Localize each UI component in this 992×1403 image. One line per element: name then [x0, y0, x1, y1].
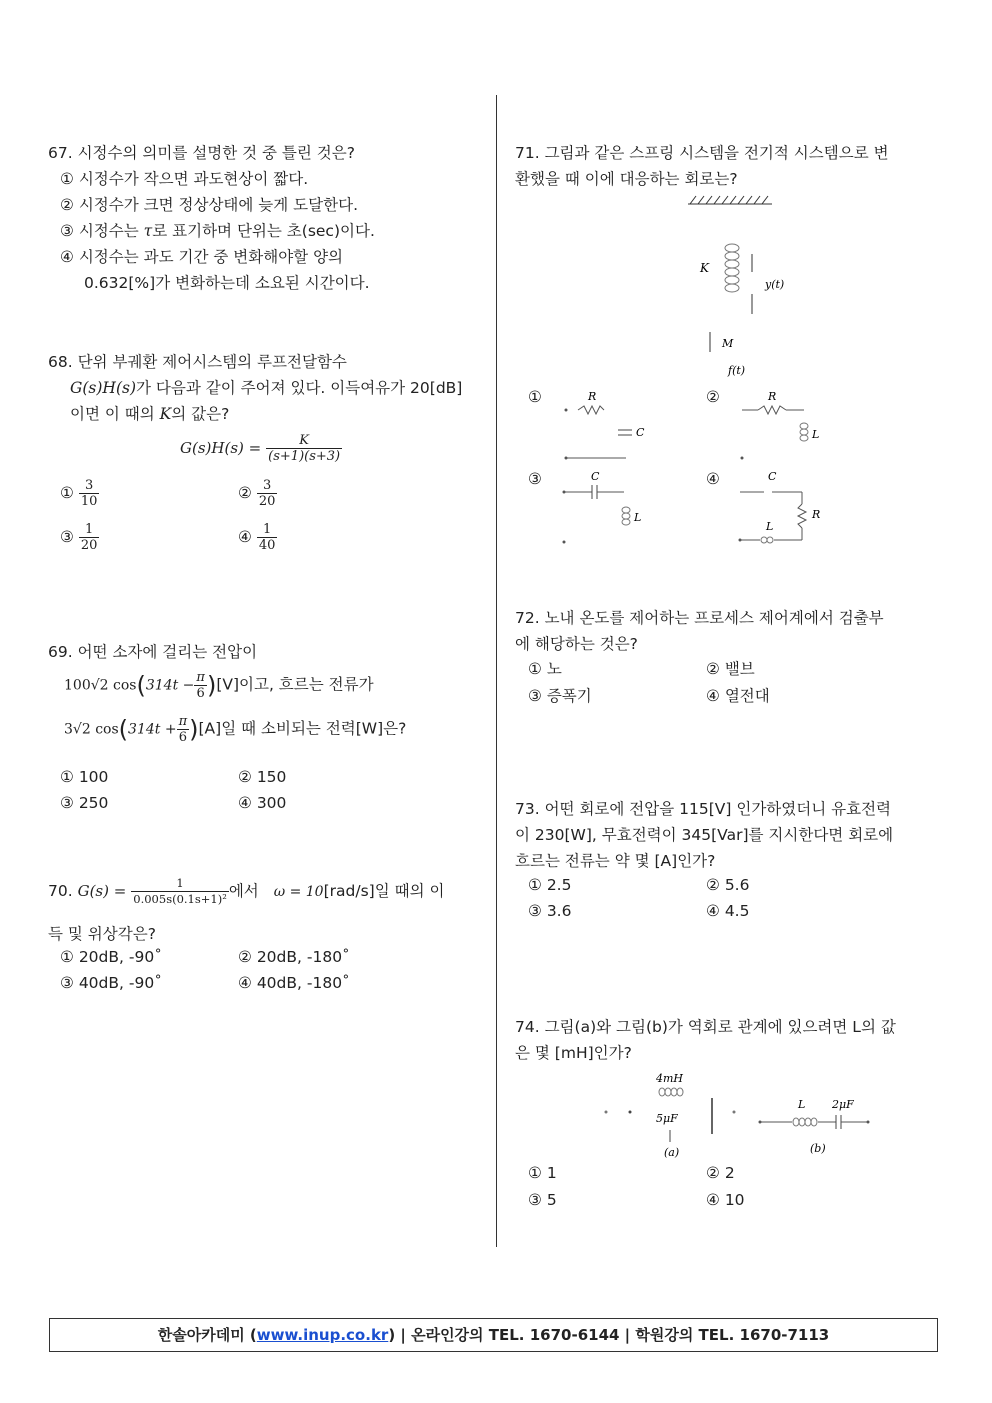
question-72-option-4: ④ 열전대	[706, 687, 770, 705]
svg-text:f(t): f(t)	[728, 364, 746, 377]
footer-academy-name: 한솔아카데미 (	[157, 1326, 257, 1344]
question-67-option-1: ① 시정수가 작으면 과도현상이 짧다.	[60, 170, 309, 188]
svg-text:R: R	[768, 390, 777, 403]
question-74-option-4: ④ 10	[706, 1191, 745, 1209]
question-68-option-3: ③ $\frac{1}{20}$	[60, 522, 98, 553]
question-68-formula: G(s)H(s) = $\frac{K}{(s+1)(s+3)}$	[180, 433, 341, 464]
svg-text:K: K	[700, 261, 709, 275]
question-73-stem: 73. 어떤 회로에 전압을 115[V] 인가하였더니 유효전력	[515, 800, 892, 818]
question-74-option-3: ③ 5	[528, 1191, 557, 1209]
svg-text:R: R	[812, 508, 821, 521]
question-68: 68. 단위 부궤환 제어시스템의 루프전달함수 G(s)H(s)가 다음과 같이 주어져 있다. 이득여유가 20[dB] 이면 이 때의 K의 값은?	[48, 349, 462, 427]
svg-text:5μF: 5μF	[656, 1112, 678, 1125]
svg-text:M: M	[722, 337, 734, 350]
svg-text:C: C	[768, 470, 777, 483]
question-70-option-4: ④ 40dB, -180˚	[238, 974, 350, 992]
question-72-option-2: ② 밸브	[706, 660, 755, 678]
question-69-option-1: ① 100	[60, 768, 109, 786]
question-71-option-2: ②	[706, 388, 720, 406]
question-67-option-4: ④ 시정수는 과도 기간 중 변화해야할 양의	[60, 248, 344, 266]
question-74-option-2: ② 2	[706, 1164, 735, 1182]
question-67-option-2: ② 시정수가 크면 정상상태에 늦게 도달한다.	[60, 196, 358, 214]
question-71-stem: 71. 그림과 같은 스프링 시스템을 전기적 시스템으로 변	[515, 144, 889, 162]
svg-text:y(t): y(t)	[765, 278, 785, 291]
question-72-option-3: ③ 증폭기	[528, 687, 592, 705]
circuit-option-2	[738, 386, 838, 466]
page-footer	[49, 1318, 938, 1352]
question-71-option-1: ①	[528, 388, 542, 406]
question-68-stem: 68. 단위 부궤환 제어시스템의 루프전달함수	[48, 353, 347, 371]
question-69-stem: 69. 어떤 소자에 걸리는 전압이	[48, 643, 258, 661]
question-72-stem: 72. 노내 온도를 제어하는 프로세스 제어계에서 검출부	[515, 609, 884, 627]
inverse-circuit-diagram	[600, 1068, 880, 1160]
column-divider	[496, 95, 497, 1247]
circuit-option-1	[558, 386, 658, 466]
question-71: 71. 그림과 같은 스프링 시스템을 전기적 시스템으로 변 환했을 때 이에 대응하는 회로는?	[515, 140, 889, 192]
question-70-stem-cont: 득 및 위상각은?	[48, 925, 156, 943]
question-73-option-2: ② 5.6	[706, 876, 750, 894]
question-68-option-2: ② $\frac{3}{20}$	[238, 478, 276, 509]
question-68-option-4: ④ $\frac{1}{40}$	[238, 522, 276, 553]
svg-text:4mH: 4mH	[656, 1072, 684, 1085]
question-71-option-4: ④	[706, 470, 720, 488]
question-74-stem: 74. 그림(a)와 그림(b)가 역회로 관계에 있으려면 L의 값	[515, 1018, 896, 1036]
question-73-option-4: ④ 4.5	[706, 902, 750, 920]
question-67	[48, 140, 375, 296]
question-69-option-3: ③ 250	[60, 794, 109, 812]
question-74: 74. 그림(a)와 그림(b)가 역회로 관계에 있으려면 L의 값 은 몇 [mH]인가?	[515, 1014, 896, 1066]
circuit-option-4	[736, 466, 836, 550]
question-70-option-3: ③ 40dB, -90˚	[60, 974, 162, 992]
spring-mass-diagram	[680, 192, 790, 382]
question-73-option-3: ③ 3.6	[528, 902, 572, 920]
question-72-option-1: ① 노	[528, 660, 562, 678]
svg-text:C: C	[591, 470, 600, 483]
question-69-current: 3√2 cos(314t + $\frac{\pi}{6}$ )[A]일 때 소비되는 전력[W]은?	[64, 714, 407, 745]
question-73-option-1: ① 2.5	[528, 876, 572, 894]
svg-text:(a): (a)	[664, 1146, 680, 1159]
question-68-option-1: ① $\frac{3}{10}$	[60, 478, 98, 509]
footer-contact: ) | 온라인강의 TEL. 1670-6144 | 학원강의 TEL. 1670-7113	[388, 1326, 830, 1344]
question-69	[48, 639, 257, 665]
question-67-option-3: ③ 시정수는 τ로 표기하며 단위는 초(sec)이다.	[60, 222, 375, 240]
question-72: 72. 노내 온도를 제어하는 프로세스 제어계에서 검출부 에 해당하는 것은?	[515, 605, 884, 657]
svg-text:2μF: 2μF	[832, 1098, 854, 1111]
svg-text:C: C	[636, 426, 645, 439]
question-67-option-4-cont: 0.632[%]가 변화하는데 소요된 시간이다.	[84, 274, 370, 292]
svg-text:R: R	[588, 390, 597, 403]
question-70-stem: 70. G(s) = $\frac{1}{\text{0.005s(0.1s+1)²}}$ 에서 ω = 10[rad/s]일 때의 이	[48, 876, 445, 906]
question-70-option-2: ② 20dB, -180˚	[238, 948, 350, 966]
circuit-option-3	[558, 466, 658, 546]
footer-website-link[interactable]: www.inup.co.kr	[256, 1326, 389, 1344]
svg-text:L: L	[812, 428, 820, 441]
svg-text:L: L	[798, 1098, 806, 1111]
svg-text:L: L	[634, 511, 642, 524]
question-71-option-3: ③	[528, 470, 542, 488]
svg-text:L: L	[766, 520, 774, 533]
svg-text:(b): (b)	[810, 1142, 826, 1155]
question-67-stem: 67. 시정수의 의미를 설명한 것 중 틀린 것은?	[48, 144, 355, 162]
question-69-voltage: 100√2 cos(314t − $\frac{\pi}{6}$ )[V]이고, 흐르는 전류가	[64, 670, 374, 701]
question-69-option-4: ④ 300	[238, 794, 287, 812]
question-73: 73. 어떤 회로에 전압을 115[V] 인가하였더니 유효전력 이 230[W], 무효전력이 345[Var]를 지시한다면 회로에 흐르는 전류는 약 몇 [A]인가?	[515, 796, 893, 874]
question-74-option-1: ① 1	[528, 1164, 557, 1182]
question-69-option-2: ② 150	[238, 768, 287, 786]
question-70-option-1: ① 20dB, -90˚	[60, 948, 162, 966]
